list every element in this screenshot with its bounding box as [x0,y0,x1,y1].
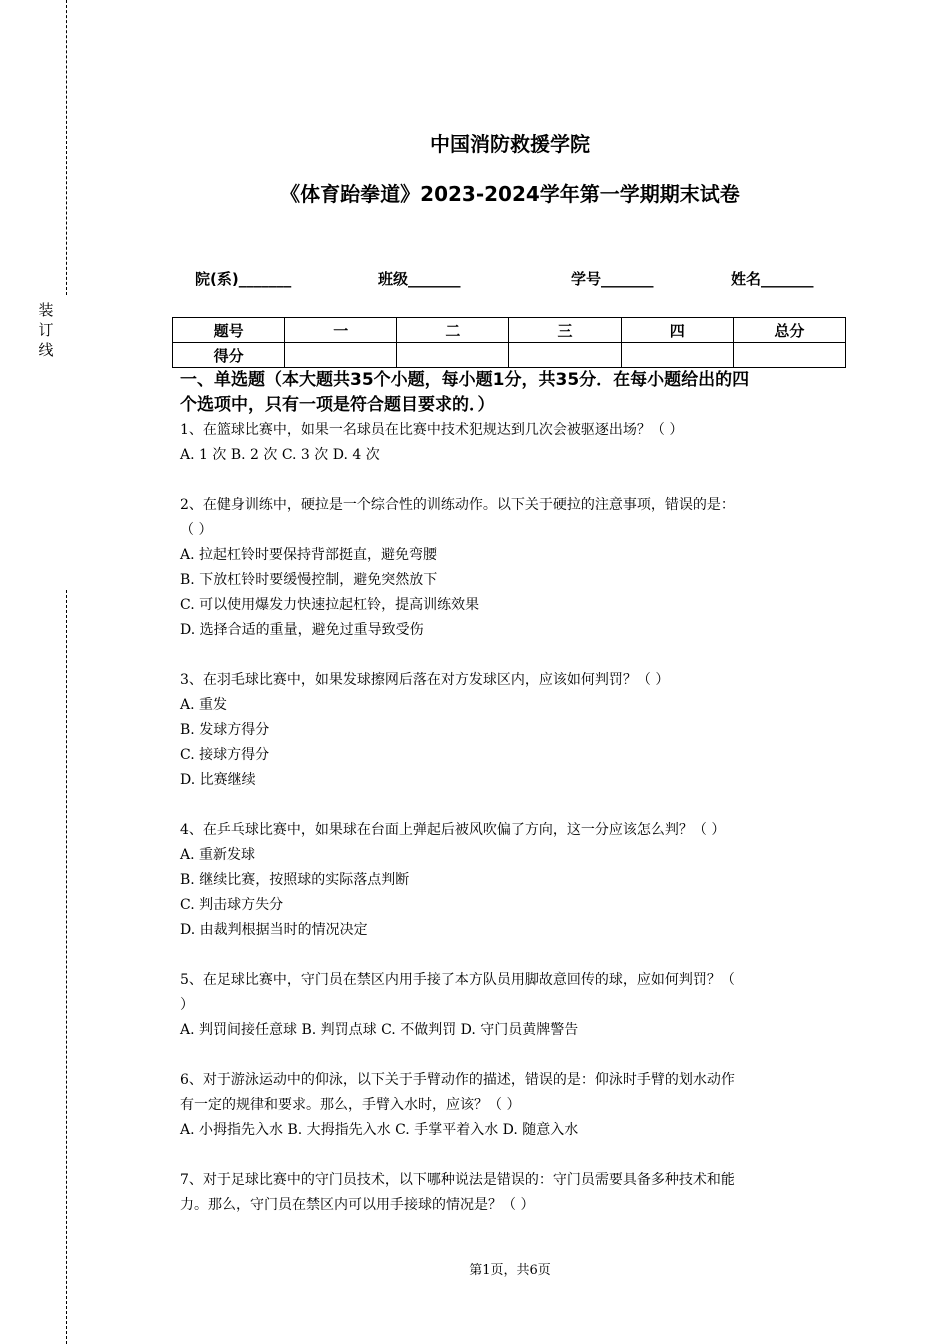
score-table-cell: 得分 [173,343,285,368]
question-text: 力。那么，守门员在禁区内可以用手接球的情况是？（ ） [180,1197,535,1213]
question-text: 7、对于足球比赛中的守门员技术，以下哪种说法是错误的：守门员需要具备多种技术和能 [180,1172,735,1188]
score-table-header-row [173,318,846,343]
class-field[interactable]: 班级_______ [378,270,461,288]
department-field[interactable]: 院(系)_______ [195,270,292,288]
binding-char: 装 [38,301,54,319]
binding-char: 线 [38,341,54,359]
question-option: C. 可以使用爆发力快速拉起杠铃，提高训练效果 [180,597,480,613]
question-content [180,368,845,1218]
school-title: 中国消防救援学院 [430,132,590,156]
question-option: B. 发球方得分 [180,722,270,738]
score-input-cell[interactable] [509,343,621,368]
score-input-cell[interactable] [285,343,397,368]
question-text: （ ） [180,522,213,538]
question-option: A. 重发 [180,697,228,713]
binding-dashed-line-bottom [66,590,67,1344]
question-text: 6、对于游泳运动中的仰泳，以下关于手臂动作的描述，错误的是：仰泳时手臂的划水动作 [180,1072,735,1088]
binding-char: 订 [38,321,54,339]
question-option: D. 比赛继续 [180,772,256,788]
question-option: D. 由裁判根据当时的情况决定 [180,922,368,938]
question-option: A. 拉起杠铃时要保持背部挺直，避免弯腰 [180,547,438,563]
score-input-cell[interactable] [733,343,845,368]
question-option: B. 下放杠铃时要缓慢控制，避免突然放下 [180,572,438,588]
question-options: A. 小拇指先入水 B. 大拇指先入水 C. 手掌平着入水 D. 随意入水 [180,1122,579,1138]
score-table-score-row [173,343,846,368]
page-number: 第1页，共6页 [469,1263,551,1278]
question-option: B. 继续比赛，按照球的实际落点判断 [180,872,410,888]
question-text: 4、在乒乓球比赛中，如果球在台面上弹起后被风吹偏了方向，这一分应该怎么判？（ ） [180,822,726,838]
student-id-field[interactable]: 学号_______ [571,270,654,288]
score-table-cell: 题号 [173,318,285,343]
score-table-cell: 四 [621,318,733,343]
score-input-cell[interactable] [397,343,509,368]
binding-label [36,300,56,360]
question-option: A. 重新发球 [180,847,256,863]
question-text: 5、在足球比赛中，守门员在禁区内用手接了本方队员用脚故意回传的球，应如何判罚？（ [180,972,735,988]
question-text: 2、在健身训练中，硬拉是一个综合性的训练动作。以下关于硬拉的注意事项，错误的是： [180,497,735,513]
score-table-cell: 总分 [733,318,845,343]
section-heading: 一、单选题（本大题共35个小题，每小题1分，共35分．在每小题给出的四 [180,370,750,390]
exam-title: 《体育跆拳道》2023-2024学年第一学期期末试卷 [280,182,740,206]
score-table-cell: 一 [285,318,397,343]
score-input-cell[interactable] [621,343,733,368]
question-option: C. 判击球方失分 [180,897,284,913]
question-text: ） [180,997,194,1013]
question-text: 1、在篮球比赛中，如果一名球员在比赛中技术犯规达到几次会被驱逐出场？（ ） [180,422,684,438]
score-table-cell: 二 [397,318,509,343]
section-heading: 个选项中，只有一项是符合题目要求的．） [180,395,495,415]
question-options: A. 1 次 B. 2 次 C. 3 次 D. 4 次 [180,447,380,463]
question-text: 3、在羽毛球比赛中，如果发球擦网后落在对方发球区内，应该如何判罚？（ ） [180,672,670,688]
score-table [172,317,846,368]
name-field[interactable]: 姓名_______ [731,270,814,288]
score-table-cell: 三 [509,318,621,343]
question-text: 有一定的规律和要求。那么，手臂入水时，应该？（ ） [180,1097,521,1113]
question-options: A. 判罚间接任意球 B. 判罚点球 C. 不做判罚 D. 守门员黄牌警告 [180,1022,579,1038]
question-option: C. 接球方得分 [180,747,270,763]
question-option: D. 选择合适的重量，避免过重导致受伤 [180,622,424,638]
